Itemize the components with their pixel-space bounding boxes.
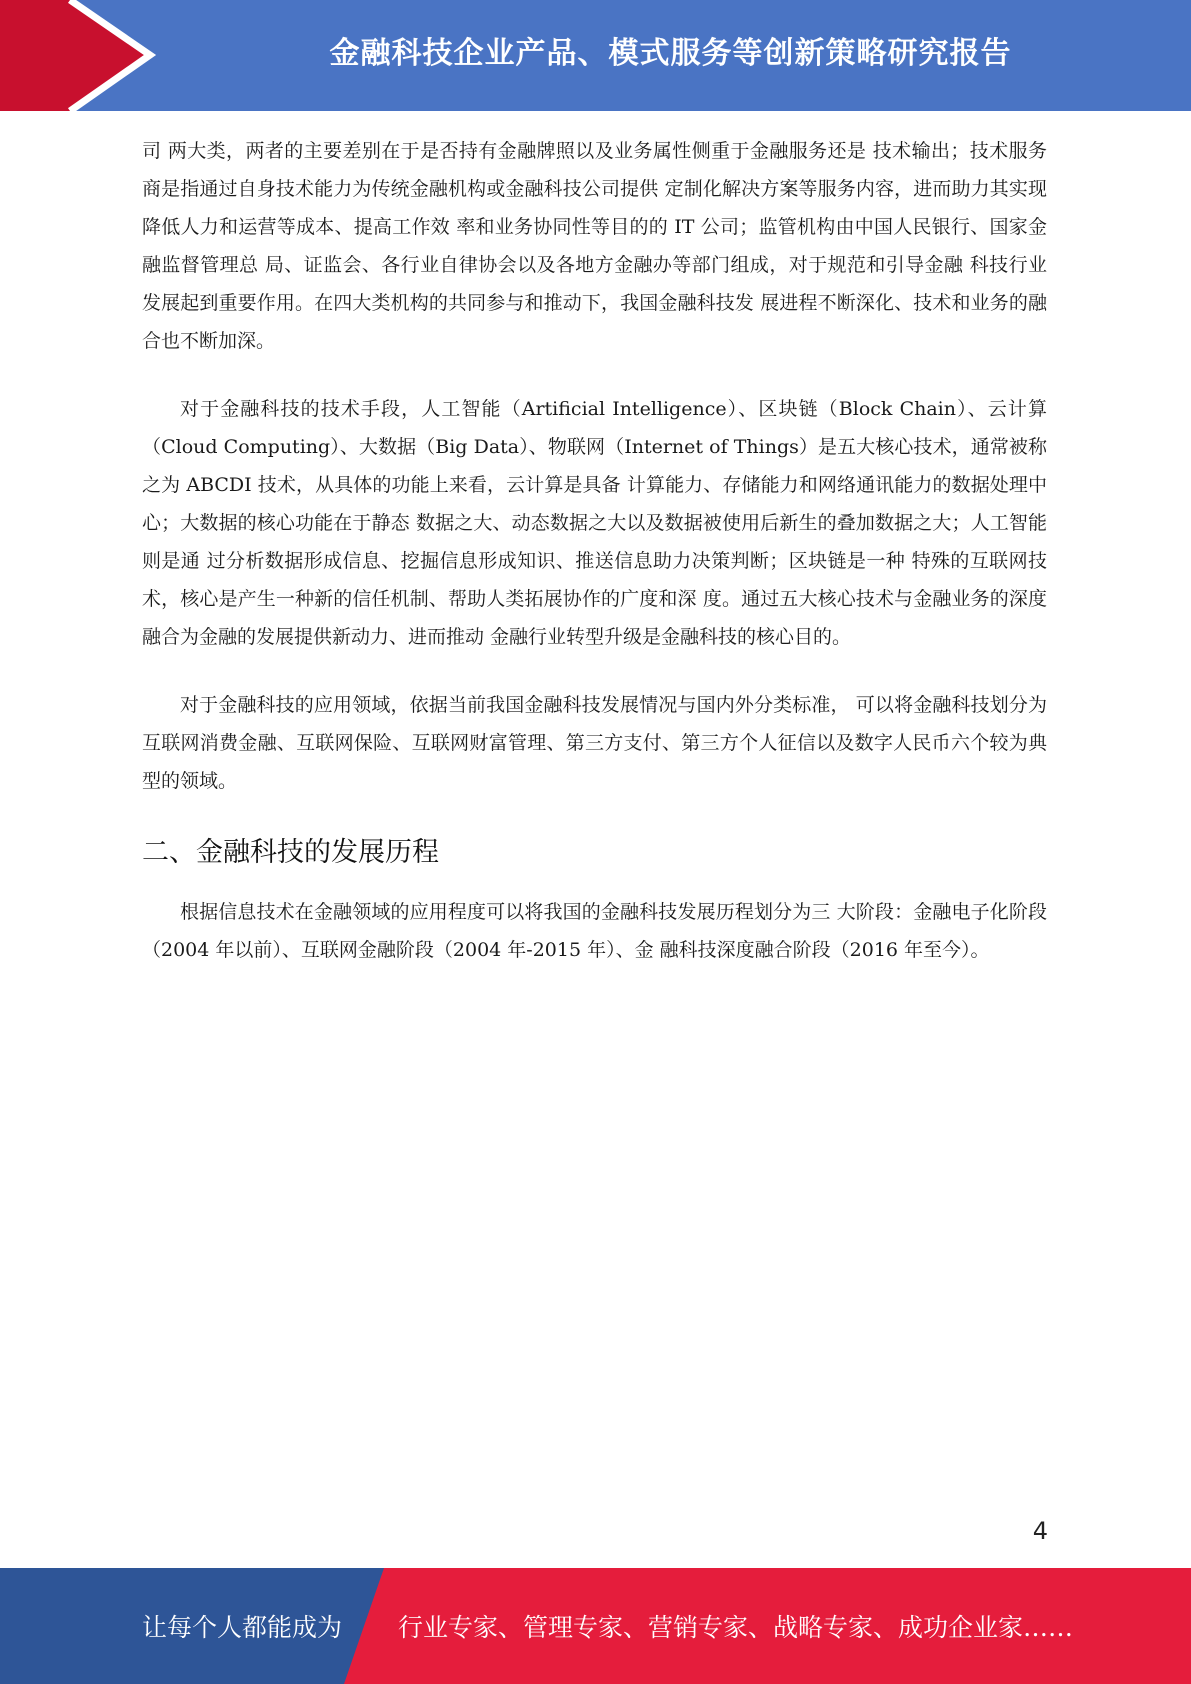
page-header (0, 0, 1191, 111)
page-number: 4 (1032, 1517, 1048, 1545)
section-heading: 二、金融科技的发展历程 (142, 837, 439, 868)
page-footer (0, 1568, 1191, 1684)
header-arrow-decoration (0, 0, 160, 111)
main-content (142, 132, 1047, 999)
paragraph-institutions: 司 两大类，两者的主要差别在于是否持有金融牌照以及业务属性侧重于金融服务还是 技术输出；技术服务商是指通过自身技术能力为传统金融机构或金融科技公司提供 定制化解决方案等服务内容，进而助力其实现降低人力和运营等成本、提高工作效 率和业务协同性等目的的 IT 公司；监管机构由中国人民银行、国家金融监督管理总 局、证监会、各行业自律协会以及各地方金融办等部门组成，对于规范和引导金融 科技行业发展起到重要作用。在四大类机构的共同参与和推动下，我国金融科技发 展进程不断深化、技术和业务的融合也不断加深。 (142, 140, 1047, 352)
footer-slogan-right: 行业专家、管理专家、营销专家、战略专家、成功企业家…… (398, 1613, 1074, 1642)
report-title: 金融科技企业产品、模式服务等创新策略研究报告 (329, 36, 1012, 71)
footer-slogan-left: 让每个人都能成为 (142, 1613, 343, 1642)
paragraph-history: 根据信息技术在金融领域的应用程度可以将我国的金融科技发展历程划分为三 大阶段：金融电子化阶段（2004 年以前）、互联网金融阶段（2004 年-2015 年）、金 融科技深度融合阶段（2016 年至今）。 (142, 901, 1047, 961)
paragraph-application-fields: 对于金融科技的应用领域，依据当前我国金融科技发展情况与国内外分类标准， 可以将金融科技划分为互联网消费金融、互联网保险、互联网财富管理、第三方支付、第三方个人征信以及数字人民币六个较为典型的领域。 (142, 694, 1047, 792)
paragraph-technologies: 对于金融科技的技术手段，人工智能（Artificial Intelligence）、区块链（Block Chain）、云计算（Cloud Computing）、大数据（Big Data）、物联网（Internet of Things）是五大核心技术，通常被称之为 ABCDI 技术，从具体的功能上来看，云计算是具备 计算能力、存储能力和网络通讯能力的数据处理中心；大数据的核心功能在于静态 数据之大、动态数据之大以及数据被使用后新生的叠加数据之大；人工智能则是通 过分析数据形成信息、挖掘信息形成知识、推送信息助力决策判断；区块链是一种 特殊的互联网技术，核心是产生一种新的信任机制、帮助人类拓展协作的广度和深 度。通过五大核心技术与金融业务的深度融合为金融的发展提供新动力、进而推动 金融行业转型升级是金融科技的核心目的。 (142, 398, 1047, 648)
